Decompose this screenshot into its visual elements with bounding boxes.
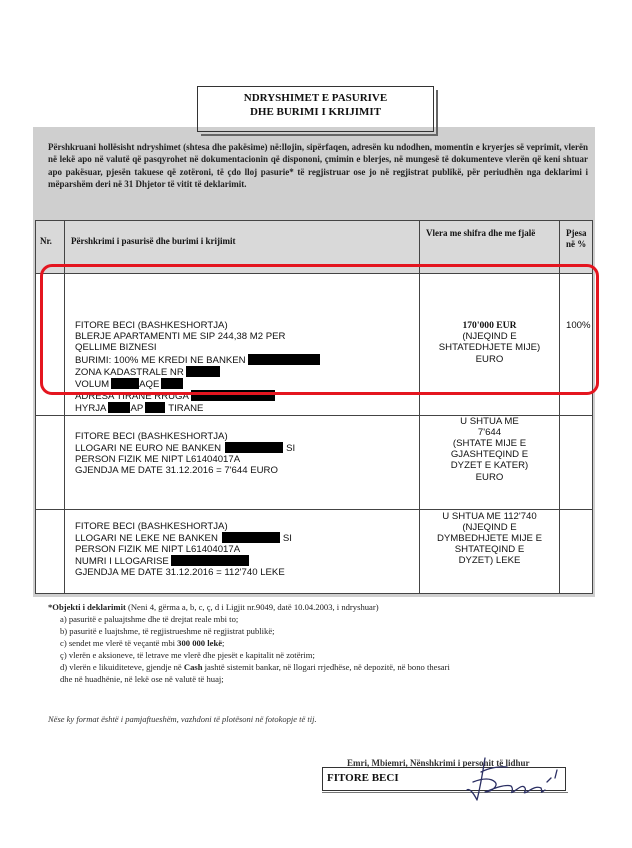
redaction-block bbox=[108, 402, 130, 413]
desc-line: QELLIME BIZNESI bbox=[75, 342, 157, 354]
signature-caption: Emri, Mbiemri, Nënshkrimi i personit të lidhur bbox=[347, 758, 530, 768]
header-nr: Nr. bbox=[36, 221, 65, 274]
value-line: (SHTATE MIJE E bbox=[452, 438, 527, 450]
table-row bbox=[36, 415, 593, 509]
value-line: (NJEQIND E bbox=[462, 331, 517, 343]
page-title bbox=[197, 86, 434, 132]
signature-name: FITORE BECI bbox=[322, 767, 566, 791]
row-number bbox=[36, 415, 65, 509]
value-line: SHTATEDHJETE MIJE) bbox=[438, 342, 541, 354]
value-line: EURO bbox=[475, 353, 504, 365]
footer-note: Nëse ky format është i pamjaftueshëm, vazhdoni të plotësoni në fotokopje të tij. bbox=[48, 714, 317, 724]
asset-description bbox=[65, 509, 420, 593]
table-row bbox=[36, 509, 593, 593]
desc-line bbox=[75, 402, 419, 414]
desc-line: PERSON FIZIK ME NIPT L61404017A bbox=[75, 454, 241, 466]
notes-lead-text: (Neni 4, gërma a, b, c, ç, d i Ligjit nr.9049, datë 10.04.2003, i ndryshuar) bbox=[125, 602, 379, 612]
value-line: U SHTUA ME 112'740 bbox=[442, 510, 537, 522]
desc-text: NUMRI I LLOGARISE bbox=[75, 556, 169, 568]
value-line: EURO bbox=[475, 471, 504, 483]
title-line-1: NDRYSHIMET E PASURIVE bbox=[243, 92, 388, 104]
note-text: d) vlerën e likuiditeteve, gjendje në bbox=[60, 662, 182, 672]
declaration-notes bbox=[48, 601, 593, 685]
desc-text: BURIMI: 100% ME KREDI NE BANKEN bbox=[75, 354, 246, 366]
desc-line: GJENDJA ME DATE 31.12.2016 = 112'740 LEKE bbox=[75, 567, 285, 579]
note-item: dhe në huadhënie, në lekë ose në valutë të huaj; bbox=[60, 674, 224, 684]
highlight-outline bbox=[40, 264, 599, 395]
desc-text: SI bbox=[286, 442, 296, 454]
value-line: 170'000 EUR bbox=[462, 320, 517, 331]
desc-text: AP bbox=[130, 403, 144, 415]
note-text: c) sendet me vlerë të veçantë mbi bbox=[60, 638, 176, 648]
asset-share: 100% bbox=[560, 274, 593, 416]
desc-text: TIRANE bbox=[168, 403, 204, 415]
note-item bbox=[48, 637, 593, 649]
value-line: 7'644 bbox=[477, 426, 502, 438]
note-bold: 300 000 lekë bbox=[177, 638, 223, 648]
title-line-2: DHE BURIMI I KRIJIMIT bbox=[249, 106, 382, 118]
desc-line: BLERJE APARTAMENTI ME SIP 244,38 M2 PER bbox=[75, 331, 286, 343]
desc-line: FITORE BECI (BASHKESHORTJA) bbox=[75, 430, 228, 442]
redaction-block bbox=[145, 402, 165, 413]
desc-line: FITORE BECI (BASHKESHORTJA) bbox=[75, 520, 228, 532]
desc-line: GJENDJA ME DATE 31.12.2016 = 7'644 EURO bbox=[75, 465, 278, 477]
note-item: b) pasuritë e luajtshme, të regjistrueshme në regjistrat publikë; bbox=[60, 626, 275, 636]
desc-line bbox=[75, 532, 419, 544]
desc-text: AQE bbox=[139, 379, 160, 391]
desc-line: FITORE BECI (BASHKESHORTJA) bbox=[75, 320, 228, 331]
desc-line bbox=[75, 442, 419, 454]
redaction-block bbox=[225, 442, 283, 453]
note-text: jashtë sistemit bankar, në llogari rrjedhëse, në depozitë, në bono thesari bbox=[202, 662, 450, 672]
note-bold: Cash bbox=[183, 662, 203, 672]
note-item: ç) vlerën e aksioneve, të letrave me vlerë dhe pjesët e kapitalit në zotërim; bbox=[60, 650, 315, 660]
desc-text: ADRESA TIRANE RRUGA bbox=[75, 391, 189, 403]
value-line: U SHTUA ME bbox=[460, 415, 519, 427]
value-line: SHTATEQIND E bbox=[454, 544, 525, 556]
asset-share bbox=[560, 509, 593, 593]
desc-text: ZONA KADASTRALE NR bbox=[75, 366, 184, 378]
value-line: (NJEQIND E bbox=[462, 521, 517, 533]
desc-text: LLOGARI NE LEKE NE BANKEN bbox=[75, 532, 218, 544]
desc-text: SI bbox=[282, 532, 292, 544]
handwritten-signature bbox=[455, 748, 565, 810]
desc-text: VOLUM bbox=[75, 379, 110, 391]
note-text: ; bbox=[222, 638, 225, 648]
value-line: DYZET E KATER) bbox=[450, 460, 529, 472]
asset-value bbox=[420, 509, 560, 593]
header-value: Vlera me shifra dhe me fjalë bbox=[420, 221, 560, 274]
header-share: Pjesa në % bbox=[560, 221, 593, 274]
desc-line bbox=[75, 555, 419, 567]
notes-lead-bold: *Objekti i deklarimit bbox=[48, 602, 126, 612]
asset-share bbox=[560, 415, 593, 509]
redaction-block bbox=[222, 532, 280, 543]
value-line: DYZET) LEKE bbox=[458, 555, 521, 567]
intro-text: Përshkruani hollësisht ndryshimet (shtesa dhe pakësime) në:llojin, sipërfaqen, adresën ku ndodhen, momentin e kryerjes së veprimit, vlerën në lekë apo në valutë që pasqyrohet në dokumentacionin që dispononi, çmimin e blerjes, në mungesë të dokumenteve vlerën që keni shtuar apo pakësuar, pjesën takuese që zotëroni, të çdo lloj pasurie* të regjistruar ose jo në regjistrat publikë, për periudhën nga deklarimi i mëparshëm deri në 31 Dhjetor të vitit të deklarimit. bbox=[48, 142, 588, 189]
value-line: GJASHTEQIND E bbox=[450, 449, 529, 461]
header-description: Përshkrimi i pasurisë dhe burimi i krijimit bbox=[65, 221, 420, 274]
row-number bbox=[36, 509, 65, 593]
note-item: a) pasuritë e paluajtshme dhe të drejtat reale mbi to; bbox=[60, 614, 239, 624]
notes-lead bbox=[48, 601, 593, 613]
note-item bbox=[48, 661, 593, 673]
value-line: DYMBEDHJETE MIJE E bbox=[436, 533, 542, 545]
desc-text: HYRJA bbox=[75, 403, 107, 415]
desc-line: PERSON FIZIK ME NIPT L61404017A bbox=[75, 544, 241, 556]
asset-description bbox=[65, 415, 420, 509]
redaction-block bbox=[171, 555, 249, 566]
asset-value bbox=[420, 415, 560, 509]
desc-text: LLOGARI NE EURO NE BANKEN bbox=[75, 442, 222, 454]
